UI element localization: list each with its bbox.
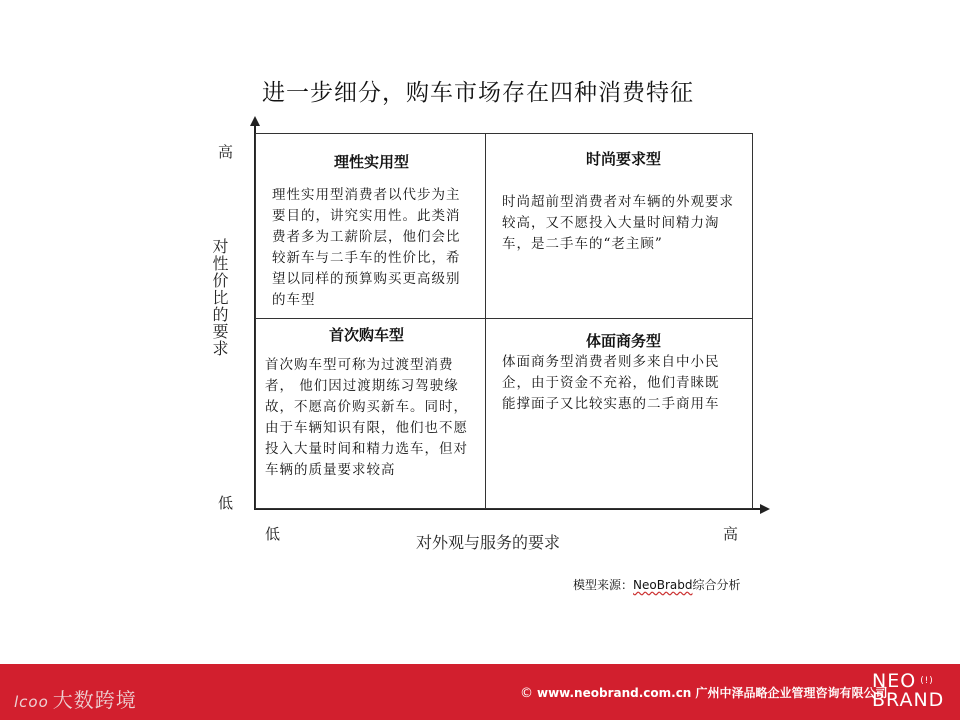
x-axis-low-label: 低 xyxy=(265,525,281,543)
quadrant-top-left-title: 理性实用型 xyxy=(334,153,410,171)
source-prefix: 模型来源： xyxy=(573,578,634,592)
y-axis-low-label: 低 xyxy=(218,494,234,512)
footer-copyright xyxy=(520,684,888,701)
y-axis-title: 对性价比的要求 xyxy=(210,238,229,357)
quadrant-bottom-left-description: 首次购车型可称为过渡型消费者， 他们因过渡期练习驾驶缘故，不愿高价购买新车。同时， 由于车辆知识有限，他们也不愿投入大量时间和精力选车，但对车辆的质量要求较高 xyxy=(265,357,468,478)
x-axis-high-label: 高 xyxy=(723,525,739,543)
quadrant-top-left-description: 理性实用型消费者以代步为主要目的，讲究实用性。此类消费者多为工薪阶层，他们会比较新车与二手车的性价比，希望以同样的预算购买更高级别的车型 xyxy=(272,187,461,308)
watermark-logo-text: 大数跨境 xyxy=(52,688,137,712)
y-axis-high-label: 高 xyxy=(218,143,234,161)
quadrant-bottom-left-title: 首次购车型 xyxy=(329,326,405,344)
quadrant-bottom-right-title: 体面商务型 xyxy=(586,332,662,350)
copyright-icon: © xyxy=(520,686,533,701)
y-axis-arrow-icon xyxy=(250,116,260,126)
footer-band xyxy=(0,664,960,720)
x-axis-arrow-icon xyxy=(760,504,770,514)
quadrant-vertical-divider xyxy=(485,133,486,509)
source-brand: NeoBrabd xyxy=(633,578,693,592)
footer-copyright-text: www.neobrand.com.cn 广州中泽品略企业管理咨询有限公司 xyxy=(537,686,888,700)
source-suffix: 综合分析 xyxy=(692,578,741,592)
quadrant-bottom-right-description: 体面商务型消费者则多来自中小民企，由于资金不充裕，他们青睐既能撑面子又比较实惠的二手商用车 xyxy=(502,354,720,412)
brand-logo-tm: (!) xyxy=(920,676,934,686)
watermark-logo-mark: lcoo xyxy=(14,693,49,711)
watermark-logo xyxy=(14,684,137,713)
brand-logo-line1: NEO xyxy=(872,670,917,692)
quadrant-horizontal-divider xyxy=(255,318,753,319)
brand-logo xyxy=(872,672,944,710)
page-title: 进一步细分，购车市场存在四种消费特征 xyxy=(262,80,694,106)
source-note xyxy=(573,576,741,593)
quadrant-top-right-description: 时尚超前型消费者对车辆的外观要求较高，又不愿投入大量时间精力淘车，是二手车的“老主顾” xyxy=(502,194,734,252)
brand-logo-line2: BRAND xyxy=(872,689,945,711)
x-axis-title: 对外观与服务的要求 xyxy=(416,533,561,552)
quadrant-top-right-title: 时尚要求型 xyxy=(586,150,662,168)
